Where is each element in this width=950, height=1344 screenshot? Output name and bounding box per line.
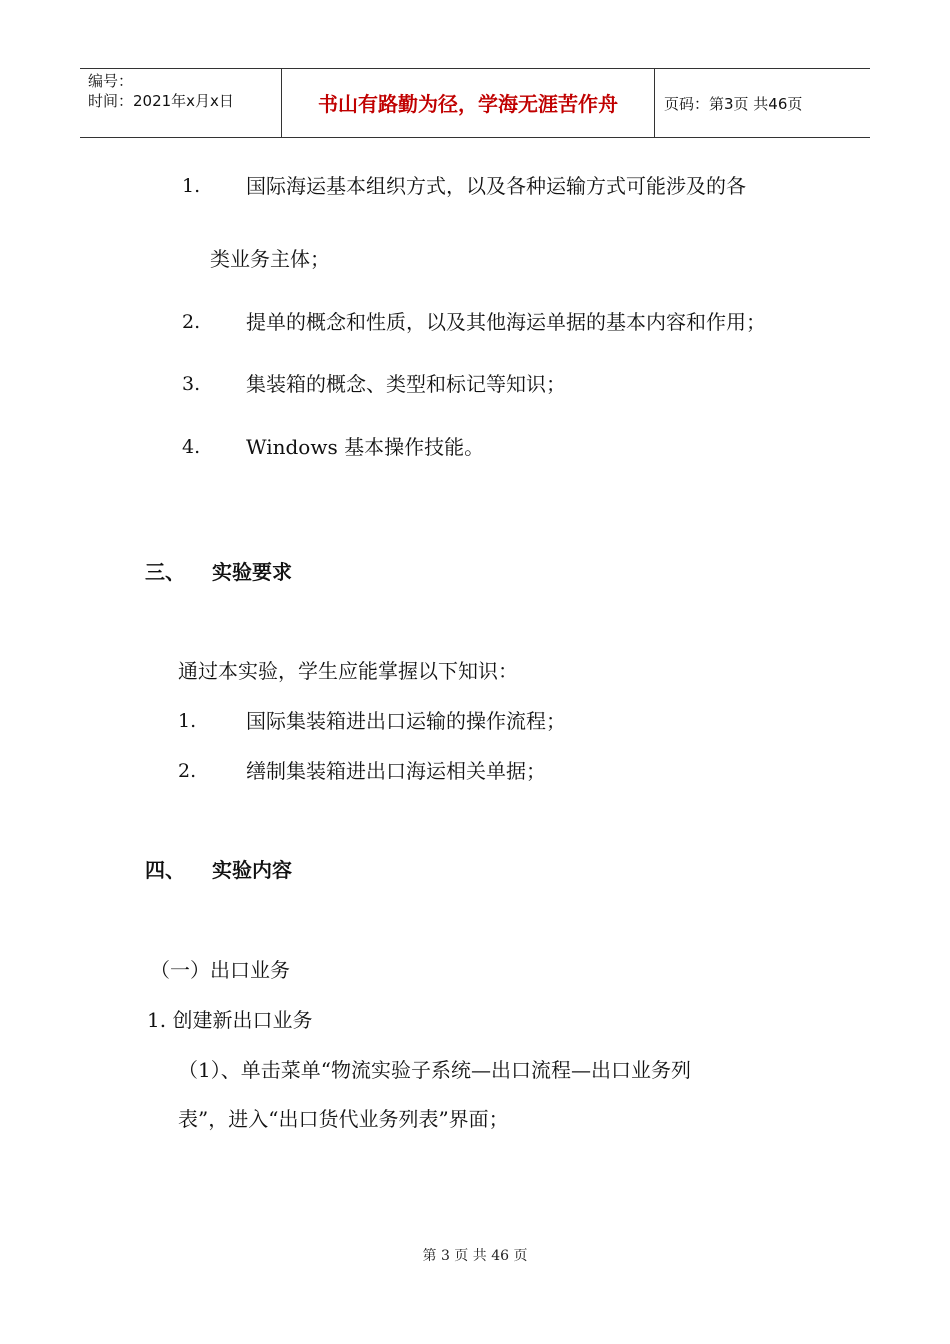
list-item-text: 集装箱的概念、类型和标记等知识；: [246, 372, 566, 396]
list-item-text: Windows 基本操作技能。: [246, 435, 485, 459]
list-item-number: 1.: [182, 175, 201, 197]
section-title: 实验内容: [212, 858, 292, 882]
document-number-label: 编号：: [88, 72, 134, 90]
list-item-text: 国际集装箱进出口运输的操作流程；: [246, 709, 566, 733]
list-item-number: 4.: [182, 436, 201, 458]
step-title: 1. 创建新出口业务: [147, 1008, 313, 1032]
section-numeral: 四、: [145, 858, 185, 882]
list-item-continuation: 类业务主体；: [210, 247, 330, 271]
list-item-number: 2.: [182, 311, 201, 333]
list-item-number: 3.: [182, 373, 201, 395]
page-header: [80, 68, 870, 138]
list-item-number: 2.: [178, 760, 197, 782]
header-divider: [654, 69, 655, 137]
list-item-text: 提单的概念和性质，以及其他海运单据的基本内容和作用；: [246, 310, 766, 334]
page-footer: 第 3 页 共 46 页: [422, 1248, 528, 1264]
list-item-number: 1.: [178, 710, 197, 732]
header-meta: [88, 71, 234, 111]
sub-heading: （一）出口业务: [150, 958, 290, 982]
list-item-text: 国际海运基本组织方式，以及各种运输方式可能涉及的各: [246, 174, 746, 198]
header-motto: 书山有路勤为径，学海无涯苦作舟: [318, 92, 618, 116]
header-page-number: 页码：第3页 共46页: [664, 95, 803, 113]
section-intro: 通过本实验，学生应能掌握以下知识：: [178, 659, 518, 683]
section-title: 实验要求: [212, 560, 292, 584]
step-instruction-line: （1）、单击菜单“物流实验子系统—出口流程—出口业务列: [178, 1058, 691, 1082]
list-item-text: 缮制集装箱进出口海运相关单据；: [246, 759, 546, 783]
document-date-label: 时间：2021年x月x日: [88, 92, 234, 110]
section-numeral: 三、: [145, 560, 185, 584]
step-instruction-line: 表”，进入“出口货代业务列表”界面；: [178, 1107, 509, 1131]
